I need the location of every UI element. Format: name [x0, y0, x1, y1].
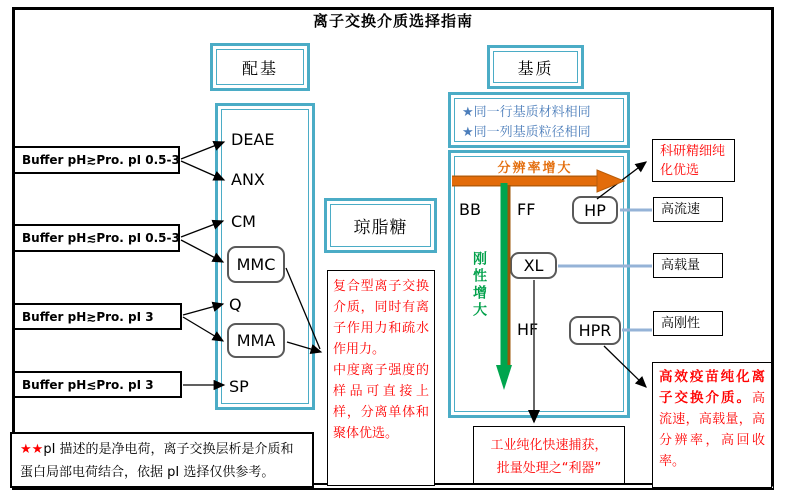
matrix-notes-box	[448, 92, 630, 148]
vaccine-callout-title: 高效疫苗纯化离子交换介质。	[659, 369, 765, 406]
matrix-note-row: ★同一行基质材料相同	[462, 105, 591, 120]
vaccine-callout-detail: 高流速，高载量，高分辨率，高回收率。	[659, 391, 765, 469]
footnote-stars: ★★	[20, 442, 44, 457]
matrix-cell-xl-box: XL	[510, 252, 557, 279]
ligand-header-box: 配基	[210, 43, 310, 91]
ligand-sp: SP	[229, 377, 249, 396]
matrix-cell-ff: FF	[517, 200, 536, 219]
page-title: 离子交换介质选择指南	[312, 12, 473, 30]
footnote-text: pI 描述的是净电荷，离子交换层析是介质和蛋白局部电荷结合，依据 pI 选择仅供参考。	[20, 442, 294, 480]
buffer-rule-1: Buffer pH≳Pro. pI 0.5-3	[13, 146, 180, 174]
mixed-mode-note-box	[327, 270, 435, 486]
agarose-box: 琼脂糖	[324, 198, 437, 253]
high-capacity-callout: 高载量	[653, 253, 723, 278]
matrix-cell-hpr-box: HPR	[569, 316, 621, 345]
high-flow-callout: 高流速	[653, 197, 723, 222]
matrix-note-col: ★同一列基质粒径相同	[462, 125, 591, 140]
mixed-mode-note-para2: 中度离子强度的样品可直接上样，分离单体和聚体优选。	[333, 363, 429, 441]
ligand-mmc-box: MMC	[227, 246, 285, 283]
research-callout: 科研精细纯化优选	[652, 139, 735, 182]
ligand-cm: CM	[231, 212, 256, 231]
matrix-cell-hf: HF	[517, 320, 539, 339]
buffer-rule-3: Buffer pH≳Pro. pI 3	[13, 303, 182, 330]
matrix-cell-hp-box: HP	[572, 196, 618, 224]
matrix-header-box: 基质	[487, 45, 584, 89]
mixed-mode-note-para1: 复合型离子交换介质，同时有离子作用力和疏水作用力。	[333, 279, 429, 357]
industrial-callout-line1: 工业纯化快速捕获，	[490, 438, 608, 453]
vaccine-callout	[652, 362, 772, 488]
ligand-deae: DEAE	[231, 130, 275, 149]
ligand-anx: ANX	[231, 170, 265, 189]
buffer-rule-2: Buffer pH≲Pro. pI 0.5-3	[13, 224, 180, 252]
rigidity-arrow-label: 刚性增大	[471, 251, 487, 319]
buffer-rule-4: Buffer pH≲Pro. pI 3	[13, 371, 182, 398]
ligand-mma-box: MMA	[227, 323, 285, 358]
footnote-box	[10, 432, 314, 488]
resolution-arrow-label: 分辨率增大	[497, 161, 573, 176]
industrial-callout	[473, 426, 625, 484]
matrix-cell-bb: BB	[459, 200, 481, 219]
industrial-callout-line2: 批量处理之“利器”	[496, 461, 602, 476]
ligand-q: Q	[229, 295, 242, 314]
high-rigidity-callout: 高刚性	[653, 311, 723, 336]
